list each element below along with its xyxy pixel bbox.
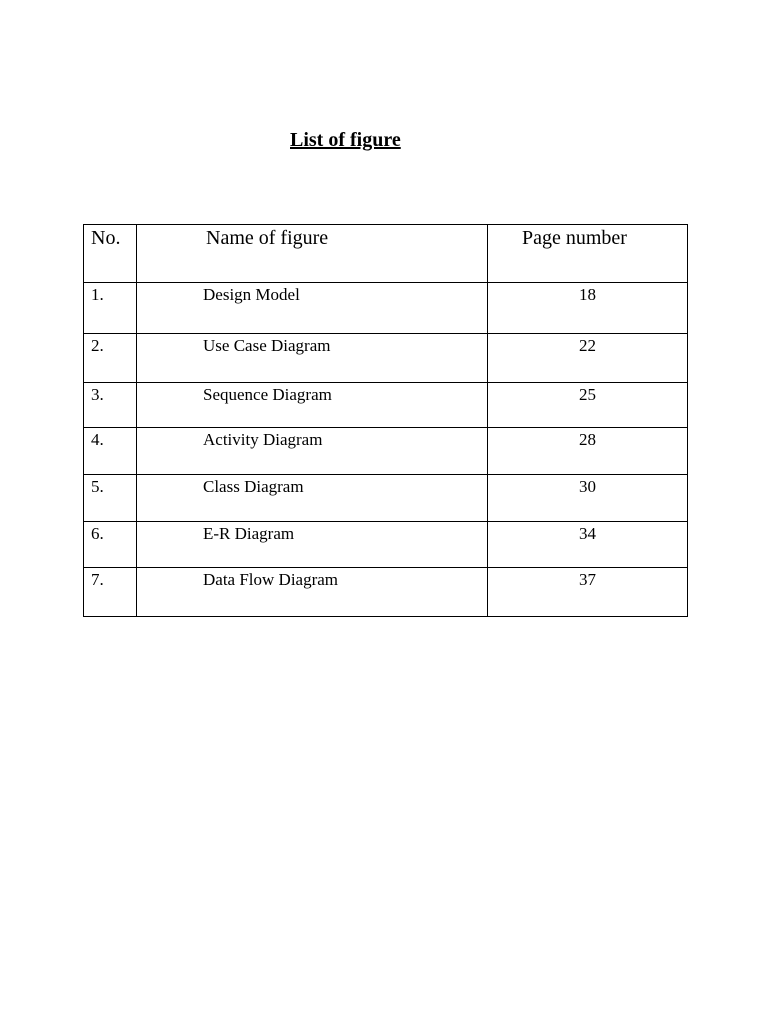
row-number: 7. <box>84 568 137 617</box>
table-row <box>84 568 688 617</box>
figure-name: E-R Diagram <box>137 522 488 568</box>
figure-name: Data Flow Diagram <box>137 568 488 617</box>
page-number: 18 <box>488 283 688 334</box>
figure-name: Sequence Diagram <box>137 383 488 428</box>
figures-table <box>83 224 688 617</box>
header-no: No. <box>84 225 137 283</box>
table-row <box>84 383 688 428</box>
header-name: Name of figure <box>137 225 488 283</box>
page-number: 25 <box>488 383 688 428</box>
page-number: 22 <box>488 334 688 383</box>
table-row <box>84 428 688 475</box>
figure-name: Design Model <box>137 283 488 334</box>
row-number: 2. <box>84 334 137 383</box>
table-row <box>84 283 688 334</box>
row-number: 5. <box>84 475 137 522</box>
table-row <box>84 475 688 522</box>
figure-name: Use Case Diagram <box>137 334 488 383</box>
page-number: 28 <box>488 428 688 475</box>
row-number: 1. <box>84 283 137 334</box>
table-row <box>84 334 688 383</box>
page-number: 30 <box>488 475 688 522</box>
header-page: Page number <box>488 225 688 283</box>
row-number: 6. <box>84 522 137 568</box>
row-number: 3. <box>84 383 137 428</box>
page-number: 37 <box>488 568 688 617</box>
row-number: 4. <box>84 428 137 475</box>
table-row <box>84 522 688 568</box>
figure-name: Activity Diagram <box>137 428 488 475</box>
page-title: List of figure <box>290 129 401 151</box>
figure-name: Class Diagram <box>137 475 488 522</box>
page-number: 34 <box>488 522 688 568</box>
table-header-row <box>84 225 688 283</box>
